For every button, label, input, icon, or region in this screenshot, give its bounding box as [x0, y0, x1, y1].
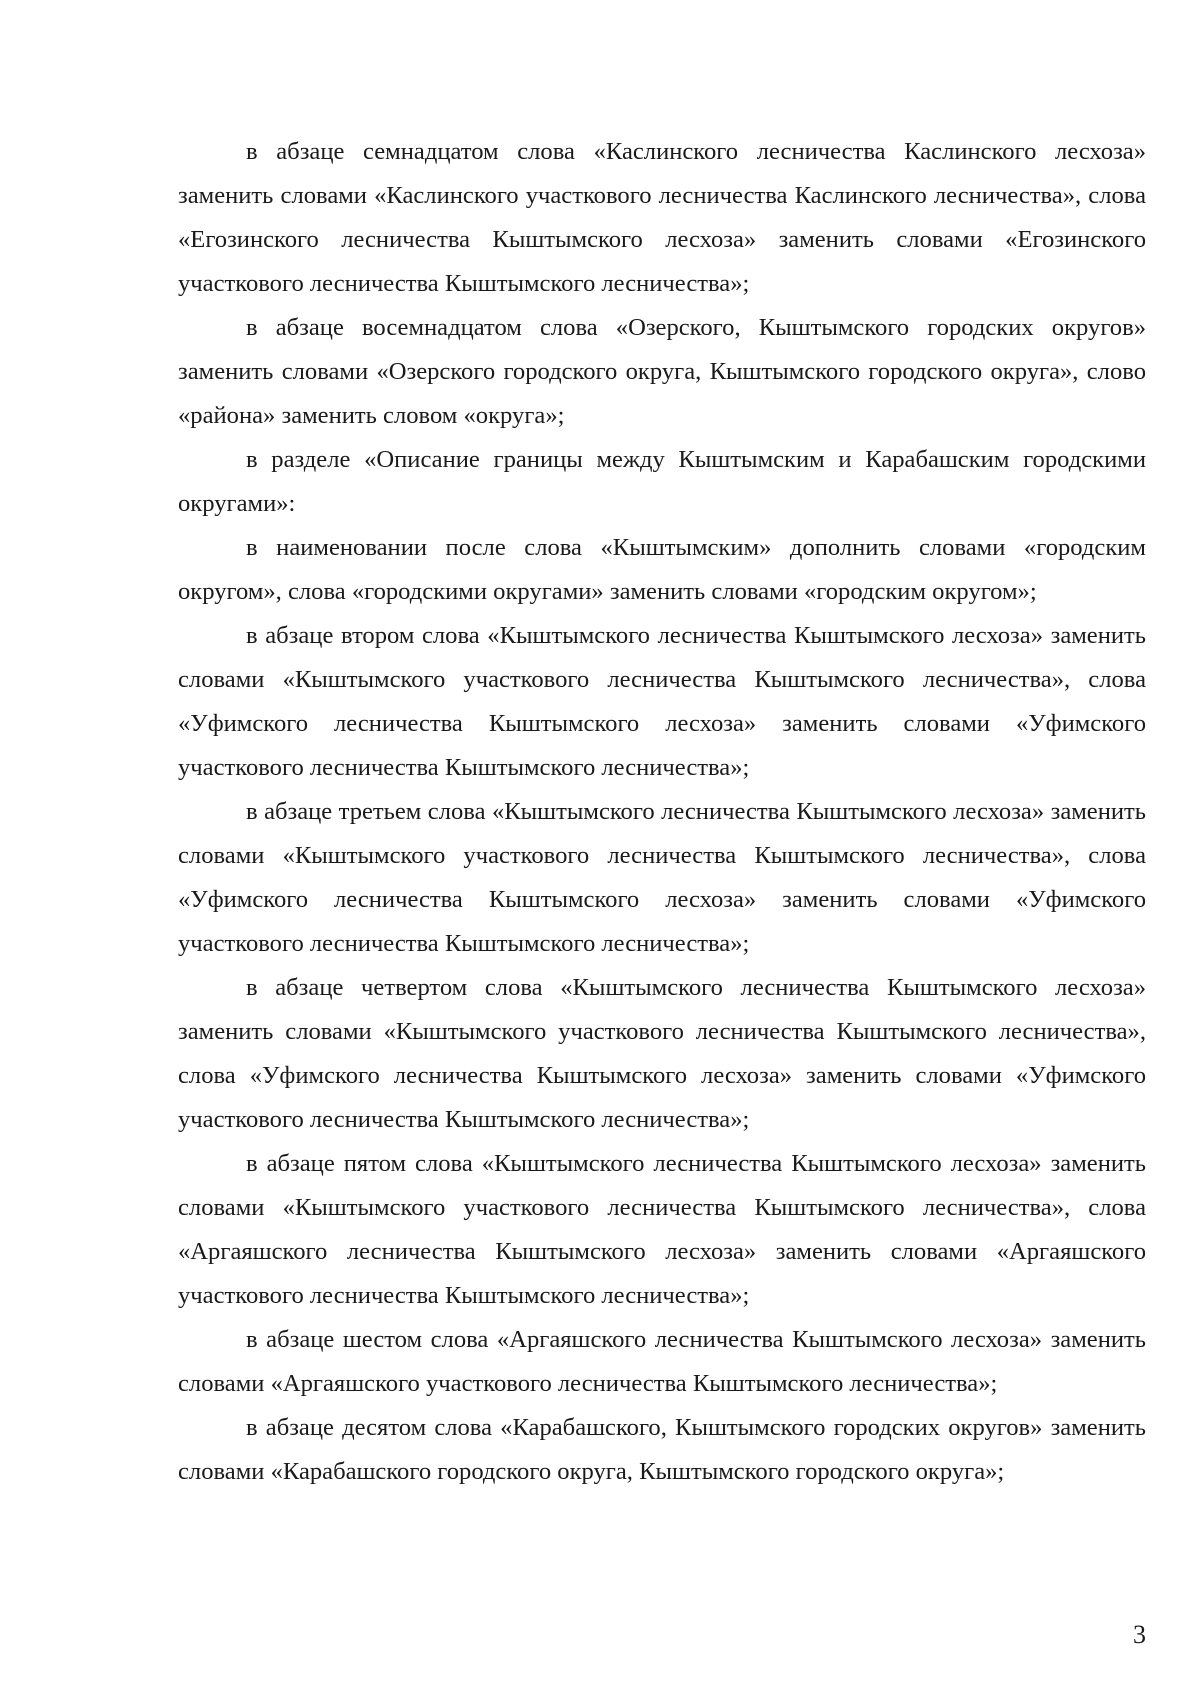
paragraph-4: в наименовании после слова «Кыштымским» дополнить словами «городским округом», слова «городскими округами» заменить словами «городским округом»; — [178, 534, 1146, 605]
paragraph-7: в абзаце четвертом слова «Кыштымского лесничества Кыштымского лесхоза» заменить словами «Кыштымского участкового лесничества Кыштымского лесничества», слова «Уфимского лесничества Кыштымского лесхоза» заменить словами «Уфимского участкового лесничества Кыштымского лесничества»; — [178, 974, 1146, 1133]
paragraph-1: в абзаце семнадцатом слова «Каслинского лесничества Каслинского лесхоза» заменить словами «Каслинского участкового лесничества Каслинского лесничества», слова «Егозинского лесничества Кыштымского лесхоза» заменить словами «Егозинского участкового лесничества Кыштымского лесничества»; — [178, 138, 1146, 297]
paragraph-9: в абзаце шестом слова «Аргаяшского лесничества Кыштымского лесхоза» заменить словами «Аргаяшского участкового лесничества Кыштымского лесничества»; — [178, 1326, 1146, 1397]
paragraph-10: в абзаце десятом слова «Карабашского, Кыштымского городских округов» заменить словами «Карабашского городского округа, Кыштымского городского округа»; — [178, 1414, 1146, 1485]
paragraph-3: в разделе «Описание границы между Кыштымским и Карабашским городскими округами»: — [178, 446, 1146, 517]
page-number: 3 — [1133, 1620, 1146, 1649]
document-body — [178, 130, 1146, 1494]
paragraph-5: в абзаце втором слова «Кыштымского лесничества Кыштымского лесхоза» заменить словами «Кыштымского участкового лесничества Кыштымского лесничества», слова «Уфимского лесничества Кыштымского лесхоза» заменить словами «Уфимского участкового лесничества Кыштымского лесничества»; — [178, 622, 1146, 781]
paragraph-2: в абзаце восемнадцатом слова «Озерского, Кыштымского городских округов» заменить словами «Озерского городского округа, Кыштымского городского округа», слово «района» заменить словом «округа»; — [178, 314, 1146, 429]
paragraph-8: в абзаце пятом слова «Кыштымского лесничества Кыштымского лесхоза» заменить словами «Кыштымского участкового лесничества Кыштымского лесничества», слова «Аргаяшского лесничества Кыштымского лесхоза» заменить словами «Аргаяшского участкового лесничества Кыштымского лесничества»; — [178, 1150, 1146, 1309]
paragraph-6: в абзаце третьем слова «Кыштымского лесничества Кыштымского лесхоза» заменить словами «Кыштымского участкового лесничества Кыштымского лесничества», слова «Уфимского лесничества Кыштымского лесхоза» заменить словами «Уфимского участкового лесничества Кыштымского лесничества»; — [178, 798, 1146, 957]
